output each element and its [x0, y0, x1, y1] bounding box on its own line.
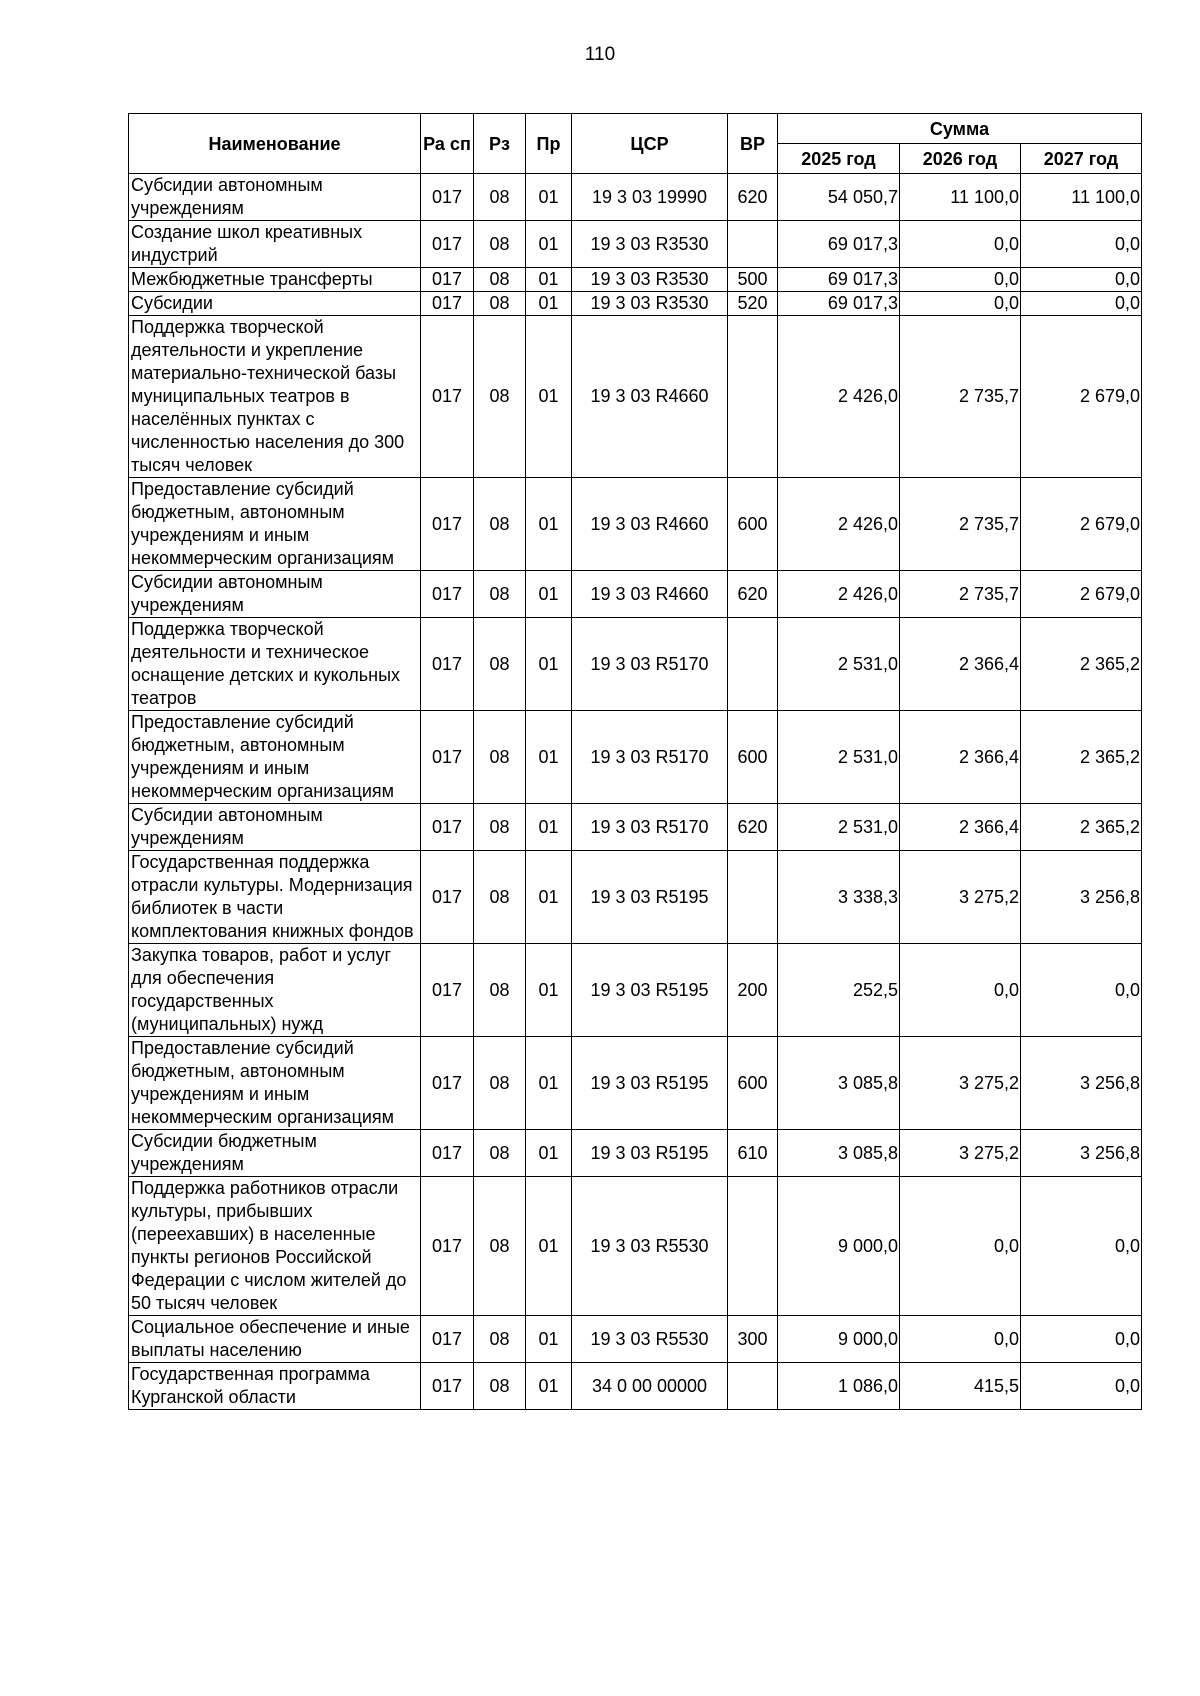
cell-2026: 11 100,0: [900, 174, 1021, 221]
cell-rasp: 017: [421, 1363, 474, 1410]
cell-name: Государственная поддержка отрасли культуры. Модернизация библиотек в части комплектования книжных фондов: [129, 851, 421, 944]
cell-csr: 19 3 03 R5195: [572, 851, 728, 944]
cell-2025: 1 086,0: [778, 1363, 900, 1410]
cell-2025: 252,5: [778, 944, 900, 1037]
cell-2026: 0,0: [900, 944, 1021, 1037]
cell-2027: 0,0: [1021, 1363, 1142, 1410]
header-name: Наименование: [129, 114, 421, 174]
cell-csr: 19 3 03 R5170: [572, 711, 728, 804]
cell-2027: 2 365,2: [1021, 711, 1142, 804]
cell-2025: 69 017,3: [778, 221, 900, 268]
cell-vr: [728, 1363, 778, 1410]
cell-pr: 01: [526, 316, 572, 478]
table-row: [129, 1177, 1142, 1316]
cell-rz: 08: [474, 1177, 526, 1316]
cell-rz: 08: [474, 851, 526, 944]
cell-rasp: 017: [421, 944, 474, 1037]
cell-name: Поддержка творческой деятельности и техническое оснащение детских и кукольных театров: [129, 618, 421, 711]
cell-2027: 0,0: [1021, 292, 1142, 316]
cell-csr: 19 3 03 19990: [572, 174, 728, 221]
table-row: [129, 268, 1142, 292]
cell-rasp: 017: [421, 711, 474, 804]
table-header: [129, 114, 1142, 174]
table-body: [129, 174, 1142, 1410]
cell-rasp: 017: [421, 221, 474, 268]
cell-pr: 01: [526, 1177, 572, 1316]
cell-2026: 2 735,7: [900, 316, 1021, 478]
cell-rasp: 017: [421, 478, 474, 571]
cell-rasp: 017: [421, 268, 474, 292]
cell-name: Предоставление субсидий бюджетным, автономным учреждениям и иным некоммерческим организациям: [129, 711, 421, 804]
cell-vr: [728, 618, 778, 711]
cell-2027: 0,0: [1021, 221, 1142, 268]
cell-vr: 600: [728, 711, 778, 804]
header-pr: Пр: [526, 114, 572, 174]
cell-2027: 0,0: [1021, 944, 1142, 1037]
cell-name: Субсидии автономным учреждениям: [129, 571, 421, 618]
header-summa: Сумма: [778, 114, 1142, 144]
cell-rz: 08: [474, 711, 526, 804]
page-number: 110: [584, 44, 616, 65]
table-row: [129, 711, 1142, 804]
cell-2027: 2 679,0: [1021, 571, 1142, 618]
cell-vr: [728, 221, 778, 268]
cell-rasp: 017: [421, 804, 474, 851]
cell-2025: 69 017,3: [778, 292, 900, 316]
cell-pr: 01: [526, 618, 572, 711]
cell-name: Закупка товаров, работ и услуг для обеспечения государственных (муниципальных) нужд: [129, 944, 421, 1037]
cell-2026: 3 275,2: [900, 1037, 1021, 1130]
cell-rasp: 017: [421, 851, 474, 944]
header-rz: Рз: [474, 114, 526, 174]
cell-2027: 2 365,2: [1021, 618, 1142, 711]
cell-2027: 2 679,0: [1021, 316, 1142, 478]
cell-2026: 2 735,7: [900, 478, 1021, 571]
budget-table: [128, 113, 1142, 1410]
cell-pr: 01: [526, 944, 572, 1037]
cell-pr: 01: [526, 1037, 572, 1130]
header-vr: ВР: [728, 114, 778, 174]
cell-csr: 19 3 03 R3530: [572, 221, 728, 268]
cell-2027: 3 256,8: [1021, 851, 1142, 944]
cell-2027: 2 679,0: [1021, 478, 1142, 571]
cell-csr: 19 3 03 R5195: [572, 944, 728, 1037]
cell-rasp: 017: [421, 292, 474, 316]
cell-2026: 0,0: [900, 221, 1021, 268]
cell-name: Предоставление субсидий бюджетным, автономным учреждениям и иным некоммерческим организациям: [129, 1037, 421, 1130]
cell-rasp: 017: [421, 174, 474, 221]
cell-rasp: 017: [421, 1177, 474, 1316]
table-row: [129, 316, 1142, 478]
cell-rz: 08: [474, 804, 526, 851]
cell-vr: 500: [728, 268, 778, 292]
cell-2025: 2 426,0: [778, 478, 900, 571]
header-year-2025: 2025 год: [778, 144, 900, 174]
cell-name: Поддержка работников отрасли культуры, прибывших (переехавших) в населенные пункты регионов Российской Федерации с числом жителей до 50 тысяч человек: [129, 1177, 421, 1316]
cell-2027: 3 256,8: [1021, 1130, 1142, 1177]
cell-vr: 200: [728, 944, 778, 1037]
cell-vr: [728, 851, 778, 944]
cell-2026: 0,0: [900, 292, 1021, 316]
cell-vr: 520: [728, 292, 778, 316]
cell-2026: 3 275,2: [900, 1130, 1021, 1177]
cell-name: Субсидии автономным учреждениям: [129, 174, 421, 221]
cell-csr: 19 3 03 R5195: [572, 1130, 728, 1177]
cell-csr: 19 3 03 R3530: [572, 292, 728, 316]
cell-csr: 19 3 03 R5195: [572, 1037, 728, 1130]
cell-2026: 2 366,4: [900, 618, 1021, 711]
cell-rasp: 017: [421, 571, 474, 618]
cell-name: Субсидии: [129, 292, 421, 316]
cell-csr: 19 3 03 R4660: [572, 316, 728, 478]
cell-2025: 69 017,3: [778, 268, 900, 292]
table-row: [129, 1363, 1142, 1410]
cell-vr: 620: [728, 804, 778, 851]
cell-pr: 01: [526, 1363, 572, 1410]
cell-vr: 300: [728, 1316, 778, 1363]
cell-rz: 08: [474, 571, 526, 618]
cell-name: Создание школ креативных индустрий: [129, 221, 421, 268]
cell-2025: 54 050,7: [778, 174, 900, 221]
cell-pr: 01: [526, 571, 572, 618]
cell-pr: 01: [526, 221, 572, 268]
cell-rz: 08: [474, 316, 526, 478]
cell-2026: 3 275,2: [900, 851, 1021, 944]
cell-rasp: 017: [421, 1316, 474, 1363]
cell-pr: 01: [526, 268, 572, 292]
cell-name: Социальное обеспечение и иные выплаты населению: [129, 1316, 421, 1363]
table-row: [129, 221, 1142, 268]
cell-csr: 19 3 03 R5170: [572, 804, 728, 851]
cell-2026: 0,0: [900, 1177, 1021, 1316]
cell-name: Субсидии автономным учреждениям: [129, 804, 421, 851]
cell-2025: 3 085,8: [778, 1037, 900, 1130]
table-row: [129, 804, 1142, 851]
cell-csr: 34 0 00 00000: [572, 1363, 728, 1410]
cell-rz: 08: [474, 1316, 526, 1363]
cell-2025: 2 531,0: [778, 711, 900, 804]
cell-pr: 01: [526, 804, 572, 851]
cell-rasp: 017: [421, 1130, 474, 1177]
cell-2027: 0,0: [1021, 1316, 1142, 1363]
cell-pr: 01: [526, 478, 572, 571]
table-row: [129, 944, 1142, 1037]
cell-vr: 610: [728, 1130, 778, 1177]
cell-name: Субсидии бюджетным учреждениям: [129, 1130, 421, 1177]
cell-rz: 08: [474, 1363, 526, 1410]
table-row: [129, 1037, 1142, 1130]
cell-rz: 08: [474, 1130, 526, 1177]
cell-csr: 19 3 03 R4660: [572, 571, 728, 618]
table-row: [129, 174, 1142, 221]
header-year-2026: 2026 год: [900, 144, 1021, 174]
cell-2026: 2 366,4: [900, 711, 1021, 804]
cell-rz: 08: [474, 618, 526, 711]
cell-csr: 19 3 03 R4660: [572, 478, 728, 571]
cell-name: Межбюджетные трансферты: [129, 268, 421, 292]
table-row: [129, 1316, 1142, 1363]
table-row: [129, 851, 1142, 944]
cell-rz: 08: [474, 268, 526, 292]
cell-pr: 01: [526, 1316, 572, 1363]
cell-2026: 415,5: [900, 1363, 1021, 1410]
cell-rz: 08: [474, 292, 526, 316]
cell-2027: 2 365,2: [1021, 804, 1142, 851]
cell-rz: 08: [474, 944, 526, 1037]
table-row: [129, 478, 1142, 571]
cell-rz: 08: [474, 478, 526, 571]
cell-2026: 2 366,4: [900, 804, 1021, 851]
cell-2026: 0,0: [900, 268, 1021, 292]
cell-2025: 2 531,0: [778, 618, 900, 711]
cell-name: Поддержка творческой деятельности и укрепление материально-технической базы муниципальных театров в населённых пунктах с численностью населения до 300 тысяч человек: [129, 316, 421, 478]
cell-rasp: 017: [421, 316, 474, 478]
cell-2025: 9 000,0: [778, 1177, 900, 1316]
table-row: [129, 1130, 1142, 1177]
cell-vr: [728, 316, 778, 478]
cell-csr: 19 3 03 R5530: [572, 1177, 728, 1316]
cell-name: Предоставление субсидий бюджетным, автономным учреждениям и иным некоммерческим организациям: [129, 478, 421, 571]
cell-csr: 19 3 03 R3530: [572, 268, 728, 292]
cell-vr: 600: [728, 478, 778, 571]
cell-2025: 9 000,0: [778, 1316, 900, 1363]
cell-2027: 3 256,8: [1021, 1037, 1142, 1130]
cell-rz: 08: [474, 174, 526, 221]
cell-pr: 01: [526, 1130, 572, 1177]
cell-pr: 01: [526, 711, 572, 804]
table-row: [129, 292, 1142, 316]
cell-rz: 08: [474, 221, 526, 268]
cell-csr: 19 3 03 R5530: [572, 1316, 728, 1363]
cell-pr: 01: [526, 292, 572, 316]
table-row: [129, 571, 1142, 618]
cell-rasp: 017: [421, 1037, 474, 1130]
cell-rasp: 017: [421, 618, 474, 711]
cell-2025: 3 338,3: [778, 851, 900, 944]
cell-csr: 19 3 03 R5170: [572, 618, 728, 711]
header-rasp: Ра сп: [421, 114, 474, 174]
cell-2025: 2 426,0: [778, 571, 900, 618]
cell-2025: 3 085,8: [778, 1130, 900, 1177]
header-year-2027: 2027 год: [1021, 144, 1142, 174]
cell-pr: 01: [526, 851, 572, 944]
cell-vr: [728, 1177, 778, 1316]
cell-vr: 620: [728, 174, 778, 221]
cell-2025: 2 531,0: [778, 804, 900, 851]
table-row: [129, 618, 1142, 711]
cell-2026: 0,0: [900, 1316, 1021, 1363]
cell-2026: 2 735,7: [900, 571, 1021, 618]
cell-2027: 0,0: [1021, 268, 1142, 292]
cell-2025: 2 426,0: [778, 316, 900, 478]
cell-2027: 11 100,0: [1021, 174, 1142, 221]
cell-2027: 0,0: [1021, 1177, 1142, 1316]
cell-name: Государственная программа Курганской области: [129, 1363, 421, 1410]
header-csr: ЦСР: [572, 114, 728, 174]
cell-vr: 600: [728, 1037, 778, 1130]
cell-rz: 08: [474, 1037, 526, 1130]
cell-pr: 01: [526, 174, 572, 221]
cell-vr: 620: [728, 571, 778, 618]
